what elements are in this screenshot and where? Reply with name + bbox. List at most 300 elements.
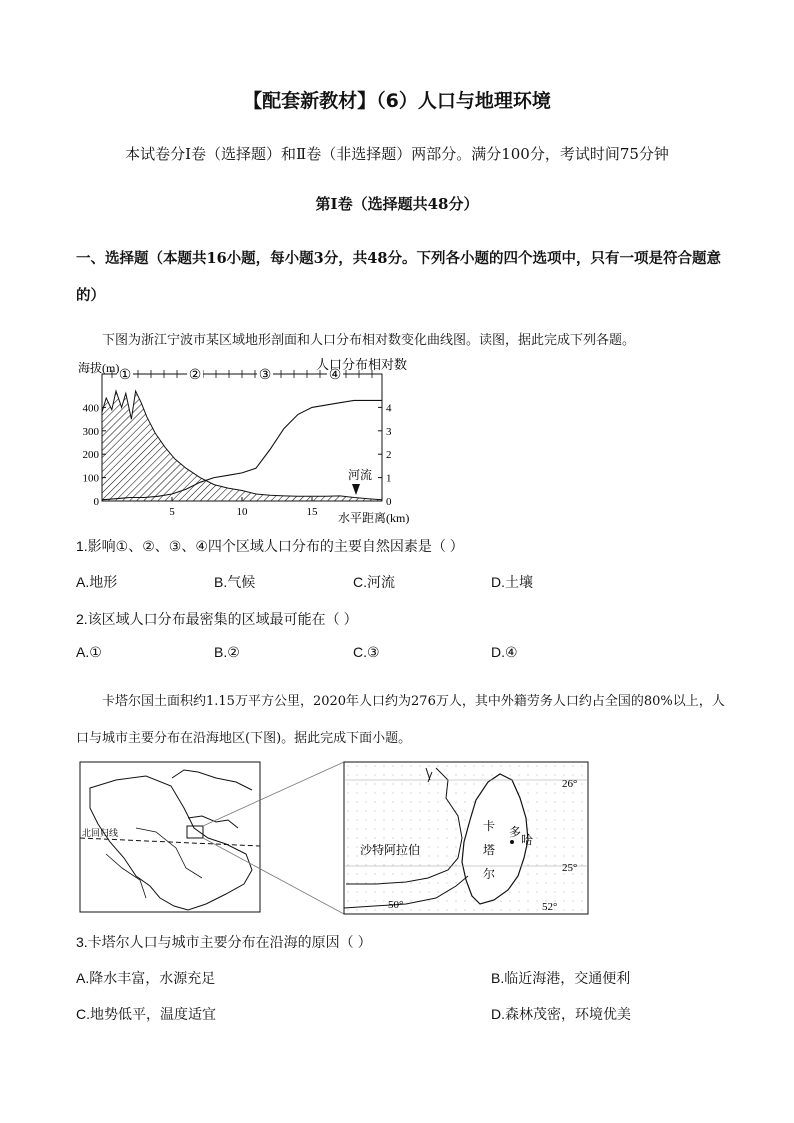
grid-dot [401, 873, 402, 874]
grid-dot [446, 765, 447, 766]
grid-dot [455, 819, 456, 820]
grid-dot [455, 801, 456, 802]
grid-dot [356, 873, 357, 874]
grid-dot [347, 783, 348, 784]
grid-dot [392, 801, 393, 802]
q3-option-b[interactable]: B.临近海港，交通便利 [491, 970, 631, 986]
grid-dot [455, 873, 456, 874]
grid-dot [365, 837, 366, 838]
grid-dot [410, 801, 411, 802]
grid-dot [383, 765, 384, 766]
grid-dot [437, 864, 438, 865]
right-tick-label: 2 [386, 449, 392, 462]
page-title: 【配套新教材】（6）人口与地理环境 [243, 90, 551, 112]
grid-dot [374, 792, 375, 793]
grid-dot [419, 837, 420, 838]
grid-dot [437, 774, 438, 775]
left-tick-label: 300 [82, 425, 99, 438]
grid-dot [401, 819, 402, 820]
grid-dot [536, 819, 537, 820]
grid-dot [500, 900, 501, 901]
grid-dot [446, 864, 447, 865]
grid-dot [545, 765, 546, 766]
grid-dot [455, 882, 456, 883]
country-label: 沙特阿拉伯 [360, 843, 421, 857]
grid-dot [347, 855, 348, 856]
grid-dot [365, 882, 366, 883]
grid-dot [365, 774, 366, 775]
grid-dot [401, 864, 402, 865]
grid-dot [365, 810, 366, 811]
grid-dot [464, 765, 465, 766]
grid-dot [554, 855, 555, 856]
grid-dot [410, 837, 411, 838]
grid-dot [581, 855, 582, 856]
grid-dot [374, 900, 375, 901]
grid-dot [374, 837, 375, 838]
grid-dot [554, 801, 555, 802]
grid-dot [437, 855, 438, 856]
qatar-char-1: 卡 [483, 819, 496, 833]
grid-dot [392, 774, 393, 775]
left-axis-label: 海拔(m) [78, 361, 120, 375]
grid-dot [419, 783, 420, 784]
grid-dot [356, 864, 357, 865]
grid-dot [383, 909, 384, 910]
grid-dot [374, 891, 375, 892]
question-1: 1.影响①、②、③、④四个区域人口分布的主要自然因素是（ ） [76, 538, 464, 554]
grid-dot [428, 873, 429, 874]
question-2: 2.该区域人口分布最密集的区域最可能在（ ） [76, 611, 358, 627]
grid-dot [581, 864, 582, 865]
grid-dot [374, 783, 375, 784]
grid-dot [437, 891, 438, 892]
grid-dot [392, 783, 393, 784]
grid-dot [464, 810, 465, 811]
grid-dot [365, 792, 366, 793]
grid-dot [563, 891, 564, 892]
zone-label: ① [118, 368, 132, 383]
grid-dot [383, 783, 384, 784]
grid-dot [410, 828, 411, 829]
grid-dot [545, 774, 546, 775]
q3-option-a[interactable]: A.降水丰富，水源充足 [76, 970, 216, 986]
grid-dot [374, 909, 375, 910]
grid-dot [356, 819, 357, 820]
q2-option-a[interactable]: A.① [76, 644, 102, 660]
grid-dot [572, 828, 573, 829]
grid-dot [455, 891, 456, 892]
grid-dot [347, 810, 348, 811]
grid-dot [356, 792, 357, 793]
grid-dot [518, 909, 519, 910]
grid-dot [374, 864, 375, 865]
grid-dot [491, 774, 492, 775]
grid-dot [536, 891, 537, 892]
grid-dot [410, 819, 411, 820]
grid-dot [554, 792, 555, 793]
grid-dot [419, 882, 420, 883]
grid-dot [527, 855, 528, 856]
grid-dot [365, 909, 366, 910]
right-tick-label: 4 [386, 402, 392, 415]
grid-dot [347, 900, 348, 901]
grid-dot [419, 828, 420, 829]
grid-dot [347, 846, 348, 847]
grid-dot [563, 792, 564, 793]
grid-dot [455, 909, 456, 910]
grid-dot [581, 810, 582, 811]
grid-dot [545, 792, 546, 793]
grid-dot [581, 873, 582, 874]
grid-dot [401, 891, 402, 892]
grid-dot [536, 882, 537, 883]
grid-dot [572, 774, 573, 775]
grid-dot [491, 909, 492, 910]
grid-dot [419, 909, 420, 910]
grid-dot [581, 846, 582, 847]
tropic-label: 北回归线 [82, 828, 119, 838]
grid-dot [356, 801, 357, 802]
grid-dot [482, 774, 483, 775]
grid-dot [446, 882, 447, 883]
left-tick-label: 400 [82, 402, 99, 415]
grid-dot [374, 765, 375, 766]
grid-dot [446, 837, 447, 838]
grid-dot [572, 819, 573, 820]
grid-dot [536, 846, 537, 847]
grid-dot [482, 765, 483, 766]
grid-dot [410, 792, 411, 793]
grid-dot [581, 774, 582, 775]
grid-dot [527, 765, 528, 766]
grid-dot [383, 891, 384, 892]
grid-dot [536, 909, 537, 910]
doha-char-1: 多 [509, 825, 522, 839]
grid-dot [437, 810, 438, 811]
grid-dot [545, 801, 546, 802]
grid-dot [536, 855, 537, 856]
grid-dot [572, 891, 573, 892]
grid-dot [410, 891, 411, 892]
grid-dot [563, 765, 564, 766]
river-label: 河流 [348, 468, 373, 482]
grid-dot [428, 900, 429, 901]
zone-label: ③ [258, 368, 272, 383]
grid-dot [554, 846, 555, 847]
grid-dot [527, 882, 528, 883]
right-tick-label: 3 [386, 425, 392, 438]
grid-dot [356, 846, 357, 847]
grid-dot [491, 765, 492, 766]
grid-dot [428, 882, 429, 883]
q1-option-d[interactable]: D.土壤 [491, 574, 533, 590]
grid-dot [509, 891, 510, 892]
grid-dot [392, 864, 393, 865]
grid-dot [563, 900, 564, 901]
grid-dot [464, 882, 465, 883]
grid-dot [383, 774, 384, 775]
grid-dot [554, 765, 555, 766]
river-marker-icon [352, 484, 360, 495]
q1-option-c[interactable]: C.河流 [353, 574, 395, 590]
doha-marker [510, 840, 514, 844]
x-tick-label: 5 [169, 506, 175, 518]
grid-dot [527, 873, 528, 874]
grid-dot [545, 837, 546, 838]
part-one-heading: 第Ⅰ卷（选择题共48分） [315, 195, 479, 213]
grid-dot [455, 837, 456, 838]
x-tick-label: 15 [306, 506, 318, 518]
right-axis-ticks [378, 402, 392, 508]
grid-dot [428, 765, 429, 766]
grid-dot [437, 801, 438, 802]
grid-dot [455, 792, 456, 793]
grid-dot [383, 900, 384, 901]
grid-dot [464, 891, 465, 892]
grid-dot [374, 819, 375, 820]
grid-dot [365, 801, 366, 802]
grid-dot [428, 855, 429, 856]
grid-dot [554, 864, 555, 865]
grid-dot [365, 900, 366, 901]
grid-dot [554, 891, 555, 892]
grid-dot [410, 783, 411, 784]
grid-dot [527, 810, 528, 811]
grid-dot [356, 855, 357, 856]
doha-char-2: 哈 [521, 833, 534, 847]
grid-dot [536, 765, 537, 766]
grid-dot [536, 783, 537, 784]
question-3: 3.卡塔尔人口与城市主要分布在沿海的原因（ ） [76, 934, 372, 950]
grid-dot [473, 900, 474, 901]
grid-dot [554, 882, 555, 883]
grid-dot [419, 792, 420, 793]
lat-label-26: 26° [562, 778, 578, 790]
grid-dot [572, 900, 573, 901]
question-stem-2: 卡塔尔国土面积约1.15万平方公里，2020年人口约为276万人，其中外籍劳务人口约占全国的80%以上，人口与城市主要分布在沿海地区(下图)。据此完成下面小题。 [76, 694, 725, 746]
grid-dot [356, 882, 357, 883]
grid-dot [446, 909, 447, 910]
grid-dot [446, 810, 447, 811]
grid-dot [554, 774, 555, 775]
grid-dot [383, 819, 384, 820]
grid-dot [446, 855, 447, 856]
grid-dot [356, 909, 357, 910]
grid-dot [437, 900, 438, 901]
grid-dot [365, 891, 366, 892]
grid-dot [419, 819, 420, 820]
q3-option-c[interactable]: C.地势低平，温度适宜 [76, 1006, 216, 1022]
grid-dot [374, 873, 375, 874]
grid-dot [365, 783, 366, 784]
zone-label: ④ [328, 368, 342, 383]
grid-dot [518, 900, 519, 901]
grid-dot [455, 774, 456, 775]
grid-dot [347, 819, 348, 820]
grid-dot [527, 783, 528, 784]
q2-option-d[interactable]: D.④ [491, 644, 518, 660]
elevation-area [102, 391, 382, 501]
grid-dot [572, 792, 573, 793]
grid-dot [572, 801, 573, 802]
grid-dot [581, 792, 582, 793]
question-stem-1: 下图为浙江宁波市某区域地形剖面和人口分布相对数变化曲线图。读图，据此完成下列各题。 [102, 333, 636, 348]
grid-dot [356, 765, 357, 766]
grid-dot [401, 801, 402, 802]
grid-dot [419, 891, 420, 892]
grid-dot [428, 837, 429, 838]
grid-dot [437, 765, 438, 766]
grid-dot [563, 846, 564, 847]
grid-dot [473, 792, 474, 793]
grid-dot [392, 891, 393, 892]
grid-dot [410, 909, 411, 910]
lat-label-25: 25° [562, 862, 578, 874]
grid-dot [428, 891, 429, 892]
grid-dot [356, 783, 357, 784]
grid-dot [347, 774, 348, 775]
grid-dot [392, 837, 393, 838]
grid-dot [464, 819, 465, 820]
grid-dot [437, 837, 438, 838]
grid-dot [455, 846, 456, 847]
grid-dot [428, 819, 429, 820]
grid-dot [518, 891, 519, 892]
q2-option-b[interactable]: B.② [214, 644, 240, 660]
grid-dot [464, 792, 465, 793]
q1-option-a[interactable]: A.地形 [76, 574, 118, 590]
grid-dot [410, 864, 411, 865]
grid-dot [446, 819, 447, 820]
grid-dot [572, 909, 573, 910]
grid-dot [356, 891, 357, 892]
grid-dot [518, 765, 519, 766]
grid-dot [554, 810, 555, 811]
q1-option-b[interactable]: B.气候 [214, 574, 256, 590]
grid-dot [509, 900, 510, 901]
grid-dot [365, 765, 366, 766]
grid-dot [572, 882, 573, 883]
grid-dot [455, 765, 456, 766]
grid-dot [428, 810, 429, 811]
grid-dot [527, 909, 528, 910]
grid-dot [428, 909, 429, 910]
grid-dot [527, 792, 528, 793]
grid-dot [401, 765, 402, 766]
grid-dot [428, 846, 429, 847]
grid-dot [392, 810, 393, 811]
grid-dot [419, 801, 420, 802]
grid-dot [428, 864, 429, 865]
grid-dot [572, 837, 573, 838]
grid-dot [356, 810, 357, 811]
grid-dot [545, 846, 546, 847]
grid-dot [356, 828, 357, 829]
grid-dot [347, 828, 348, 829]
grid-dot [527, 900, 528, 901]
grid-dot [581, 837, 582, 838]
grid-dot [509, 909, 510, 910]
grid-dot [464, 828, 465, 829]
grid-dot [428, 792, 429, 793]
grid-dot [347, 891, 348, 892]
grid-dot [437, 882, 438, 883]
grid-dot [563, 828, 564, 829]
grid-dot [536, 837, 537, 838]
grid-dot [554, 873, 555, 874]
grid-dot [581, 891, 582, 892]
grid-dot [527, 801, 528, 802]
grid-dot [545, 819, 546, 820]
grid-dot [464, 774, 465, 775]
q3-option-d[interactable]: D.森林茂密，环境优美 [491, 1006, 631, 1022]
grid-dot [383, 810, 384, 811]
grid-dot [347, 837, 348, 838]
grid-dot [572, 846, 573, 847]
grid-dot [401, 792, 402, 793]
grid-dot [455, 900, 456, 901]
section-heading: 一、选择题（本题共16小题，每小题3分，共48分。下列各小题的四个选项中，只有一项是符合题意的） [76, 250, 721, 304]
grid-dot [500, 765, 501, 766]
q2-option-c[interactable]: C.③ [353, 644, 380, 660]
grid-dot [464, 909, 465, 910]
grid-dot [392, 828, 393, 829]
grid-dot [473, 765, 474, 766]
x-axis-label: 水平距离(km) [338, 511, 410, 525]
grid-dot [374, 774, 375, 775]
grid-dot [455, 810, 456, 811]
grid-dot [428, 801, 429, 802]
grid-dot [374, 801, 375, 802]
grid-dot [518, 783, 519, 784]
grid-dot [536, 810, 537, 811]
grid-dot [347, 801, 348, 802]
grid-dot [482, 783, 483, 784]
x-tick-label: 10 [236, 506, 248, 518]
grid-dot [554, 819, 555, 820]
grid-dot [410, 882, 411, 883]
left-tick-label: 0 [93, 496, 99, 508]
grid-dot [347, 864, 348, 865]
grid-dot [410, 765, 411, 766]
profile-chart [76, 356, 416, 528]
grid-dot [536, 873, 537, 874]
grid-dot [581, 819, 582, 820]
grid-dot [446, 774, 447, 775]
grid-dot [365, 864, 366, 865]
grid-dot [374, 810, 375, 811]
grid-dot [473, 774, 474, 775]
grid-dot [464, 900, 465, 901]
grid-dot [536, 774, 537, 775]
grid-dot [536, 828, 537, 829]
grid-dot [419, 765, 420, 766]
grid-dot [437, 819, 438, 820]
grid-dot [365, 873, 366, 874]
grid-dot [581, 801, 582, 802]
grid-dot [374, 882, 375, 883]
grid-dot [536, 801, 537, 802]
grid-dot [410, 873, 411, 874]
grid-dot [383, 792, 384, 793]
grid-dot [401, 810, 402, 811]
grid-dot [455, 783, 456, 784]
grid-dot [392, 873, 393, 874]
lon-label-52: 52° [542, 901, 558, 913]
grid-dot [347, 882, 348, 883]
grid-dot [563, 810, 564, 811]
